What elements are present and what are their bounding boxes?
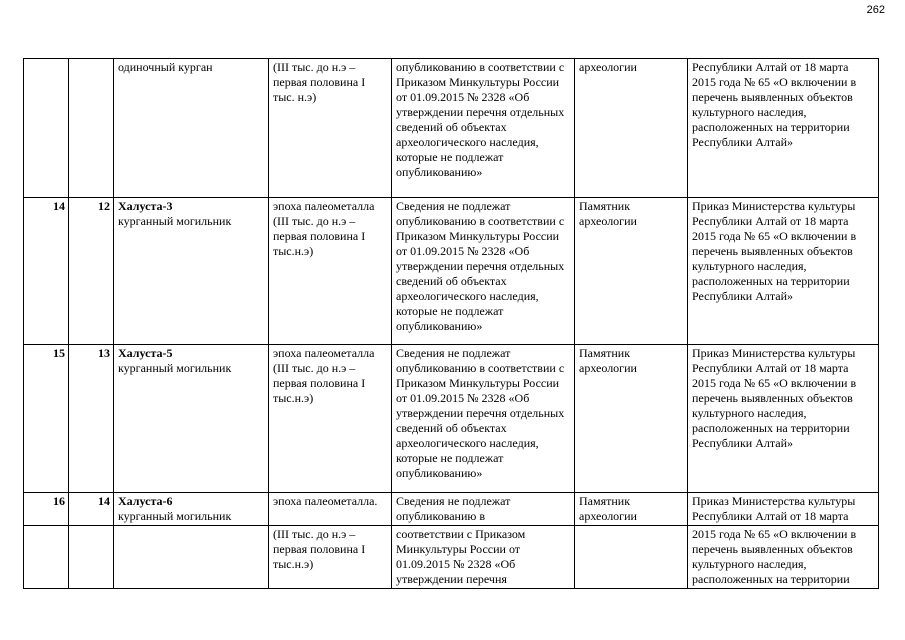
location-cell: Сведения не подлежат опубликованию в соответствии с Приказом Минкультуры России от 01.09.2015 № 2328 «Об утверждении перечня отдельных сведений об объектах археологического наследия, которые не подлежат опубликованию» bbox=[392, 198, 575, 345]
table-row bbox=[24, 198, 879, 345]
document-cell: 2015 года № 65 «О включении в перечень выявленных объектов культурного наследия, расположенных на территории bbox=[688, 526, 879, 589]
category-cell: Памятник археологии bbox=[575, 493, 688, 526]
row-subnumber-cell bbox=[69, 526, 114, 589]
location-cell: опубликованию в соответствии с Приказом Минкультуры России от 01.09.2015 № 2328 «Об утверждении перечня отдельных сведений об объектах археологического наследия, которые не подлежат опубликованию» bbox=[392, 59, 575, 198]
site-type: курганный могильник bbox=[118, 361, 232, 375]
table-row bbox=[24, 526, 879, 589]
site-name-cell bbox=[114, 198, 269, 345]
category-cell: Памятник археологии bbox=[575, 198, 688, 345]
row-number-cell: 14 bbox=[24, 198, 69, 345]
dating-cell: (III тыс. до н.э – первая половина I тыс. н.э) bbox=[269, 59, 392, 198]
category-cell: Памятник археологии bbox=[575, 345, 688, 493]
site-type: одиночный курган bbox=[118, 60, 213, 74]
site-name: Халуста-5 bbox=[118, 346, 173, 360]
dating-cell: (III тыс. до н.э – первая половина I тыс.н.э) bbox=[269, 526, 392, 589]
row-subnumber-cell: 12 bbox=[69, 198, 114, 345]
category-cell bbox=[575, 526, 688, 589]
category-cell: археологии bbox=[575, 59, 688, 198]
location-cell: Сведения не подлежат опубликованию в соответствии с Приказом Минкультуры России от 01.09.2015 № 2328 «Об утверждении перечня отдельных сведений об объектах археологического наследия, которые не подлежат опубликованию» bbox=[392, 345, 575, 493]
location-cell: Сведения не подлежат опубликованию в bbox=[392, 493, 575, 526]
row-subnumber-cell bbox=[69, 59, 114, 198]
dating-cell: эпоха палеометалла (III тыс. до н.э – первая половина I тыс.н.э) bbox=[269, 345, 392, 493]
document-cell: Приказ Министерства культуры Республики Алтай от 18 марта 2015 года № 65 «О включении в перечень выявленных объектов культурного наследия, расположенных на территории Республики Алтай» bbox=[688, 345, 879, 493]
table-row bbox=[24, 345, 879, 493]
row-number-cell bbox=[24, 59, 69, 198]
row-number-cell: 15 bbox=[24, 345, 69, 493]
document-cell: Приказ Министерства культуры Республики Алтай от 18 марта bbox=[688, 493, 879, 526]
site-type: курганный могильник bbox=[118, 509, 232, 523]
page-number: 262 bbox=[866, 4, 885, 16]
site-name-cell bbox=[114, 493, 269, 526]
site-name: Халуста-6 bbox=[118, 494, 173, 508]
table-row bbox=[24, 493, 879, 526]
dating-cell: эпоха палеометалла. bbox=[269, 493, 392, 526]
site-name: Халуста-3 bbox=[118, 199, 173, 213]
site-name-cell bbox=[114, 526, 269, 589]
heritage-registry-table bbox=[23, 58, 879, 589]
document-cell: Республики Алтай от 18 марта 2015 года № 65 «О включении в перечень выявленных объектов культурного наследия, расположенных на территории Республики Алтай» bbox=[688, 59, 879, 198]
row-number-cell bbox=[24, 526, 69, 589]
site-type: курганный могильник bbox=[118, 214, 232, 228]
site-name-cell bbox=[114, 59, 269, 198]
row-subnumber-cell: 13 bbox=[69, 345, 114, 493]
table-row bbox=[24, 59, 879, 198]
row-number-cell: 16 bbox=[24, 493, 69, 526]
dating-cell: эпоха палеометалла (III тыс. до н.э – первая половина I тыс.н.э) bbox=[269, 198, 392, 345]
location-cell: соответствии с Приказом Минкультуры России от 01.09.2015 № 2328 «Об утверждении перечня bbox=[392, 526, 575, 589]
document-cell: Приказ Министерства культуры Республики Алтай от 18 марта 2015 года № 65 «О включении в перечень выявленных объектов культурного наследия, расположенных на территории Республики Алтай» bbox=[688, 198, 879, 345]
site-name-cell bbox=[114, 345, 269, 493]
row-subnumber-cell: 14 bbox=[69, 493, 114, 526]
